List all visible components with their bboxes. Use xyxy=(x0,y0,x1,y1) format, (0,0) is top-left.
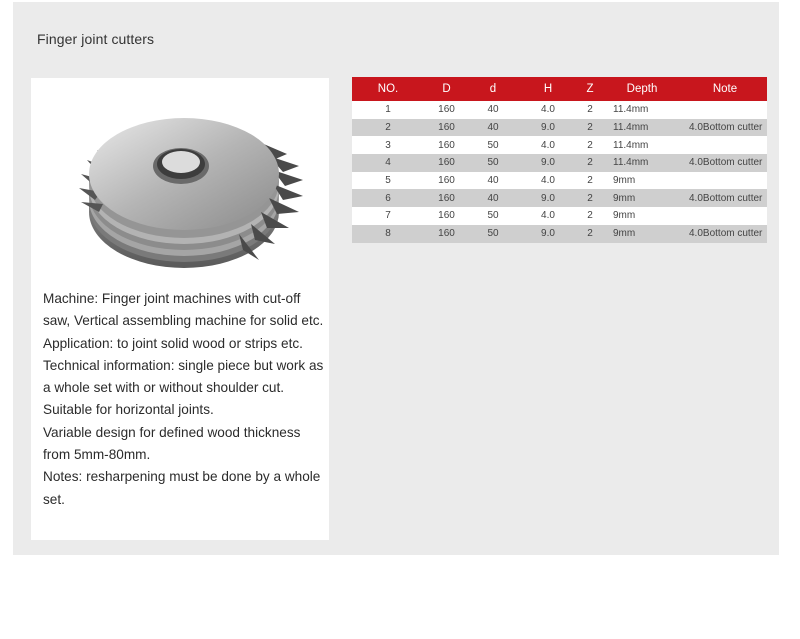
table-cell xyxy=(683,136,767,154)
table-cell: 4.0Bottom cutter xyxy=(683,189,767,207)
table-cell: 9.0 xyxy=(517,154,579,172)
table-row xyxy=(352,225,767,243)
column-header: Z xyxy=(579,77,601,101)
description-thickness: Variable design for defined wood thickness from 5mm-80mm. xyxy=(43,424,301,463)
table-cell: 160 xyxy=(424,119,469,137)
description-notes: Notes: resharpening must be done by a whole set. xyxy=(43,469,321,507)
table-row xyxy=(352,101,767,119)
table-cell: 160 xyxy=(424,225,469,243)
column-header: H xyxy=(517,77,579,101)
table-cell: 4.0Bottom cutter xyxy=(683,225,767,243)
table-cell: 9mm xyxy=(601,207,683,225)
table-cell: 2 xyxy=(579,172,601,190)
table-cell: 160 xyxy=(424,136,469,154)
table-cell: 160 xyxy=(424,172,469,190)
column-header: d xyxy=(469,77,517,101)
table-cell: 1 xyxy=(352,101,424,119)
table-cell: 9.0 xyxy=(517,119,579,137)
table-cell: 2 xyxy=(579,154,601,172)
table-cell xyxy=(683,172,767,190)
table-cell: 40 xyxy=(469,172,517,190)
product-description xyxy=(43,288,328,511)
table-cell: 2 xyxy=(579,189,601,207)
table-cell: 50 xyxy=(469,225,517,243)
table-cell: 9.0 xyxy=(517,189,579,207)
table-cell: 4.0Bottom cutter xyxy=(683,119,767,137)
table-cell: 160 xyxy=(424,101,469,119)
column-header: NO. xyxy=(352,77,424,101)
table-cell: 2 xyxy=(579,101,601,119)
table-cell: 9mm xyxy=(601,189,683,207)
table-cell: 9.0 xyxy=(517,225,579,243)
finger-joint-cutter-set-image xyxy=(59,110,304,285)
table-row xyxy=(352,172,767,190)
column-header: Depth xyxy=(601,77,683,101)
table-cell: 8 xyxy=(352,225,424,243)
page-title: Finger joint cutters xyxy=(37,31,155,47)
table-cell: 40 xyxy=(469,189,517,207)
table-cell: 2 xyxy=(579,207,601,225)
table-row xyxy=(352,136,767,154)
description-technical: Technical information: single piece but work as a whole set with or without shoulder cut. Suitable for horizontal joints. xyxy=(43,357,324,418)
table-cell: 2 xyxy=(579,225,601,243)
table-cell: 50 xyxy=(469,154,517,172)
table-cell xyxy=(683,101,767,119)
table-cell: 160 xyxy=(424,189,469,207)
table-cell: 11.4mm xyxy=(601,101,683,119)
table-cell: 4.0Bottom cutter xyxy=(683,154,767,172)
table-cell: 2 xyxy=(579,119,601,137)
description-machine: Machine: Finger joint machines with cut-off saw, Vertical assembling machine for solid etc. xyxy=(43,291,324,329)
content-panel xyxy=(13,2,779,555)
table-cell: 160 xyxy=(424,207,469,225)
table-row xyxy=(352,207,767,225)
table-cell xyxy=(683,207,767,225)
table-row xyxy=(352,189,767,207)
table-cell: 2 xyxy=(352,119,424,137)
table-header-row xyxy=(352,77,767,101)
table-cell: 50 xyxy=(469,207,517,225)
table-cell: 40 xyxy=(469,119,517,137)
table-row xyxy=(352,119,767,137)
table-cell: 50 xyxy=(469,136,517,154)
table-cell: 11.4mm xyxy=(601,119,683,137)
table-cell: 4.0 xyxy=(517,207,579,225)
description-application: Application: to joint solid wood or strips etc. xyxy=(43,335,303,351)
table-cell: 4.0 xyxy=(517,101,579,119)
table-row xyxy=(352,154,767,172)
table-cell: 7 xyxy=(352,207,424,225)
product-card xyxy=(31,78,329,540)
table-cell: 9mm xyxy=(601,225,683,243)
table-cell: 11.4mm xyxy=(601,136,683,154)
table-cell: 4.0 xyxy=(517,172,579,190)
table-cell: 2 xyxy=(579,136,601,154)
table-cell: 9mm xyxy=(601,172,683,190)
table-cell: 5 xyxy=(352,172,424,190)
table-cell: 6 xyxy=(352,189,424,207)
column-header: D xyxy=(424,77,469,101)
table-cell: 40 xyxy=(469,101,517,119)
table-cell: 11.4mm xyxy=(601,154,683,172)
table-cell: 160 xyxy=(424,154,469,172)
table-cell: 4 xyxy=(352,154,424,172)
table-cell: 4.0 xyxy=(517,136,579,154)
table-cell: 3 xyxy=(352,136,424,154)
spec-table xyxy=(352,77,767,243)
column-header: Note xyxy=(683,77,767,101)
